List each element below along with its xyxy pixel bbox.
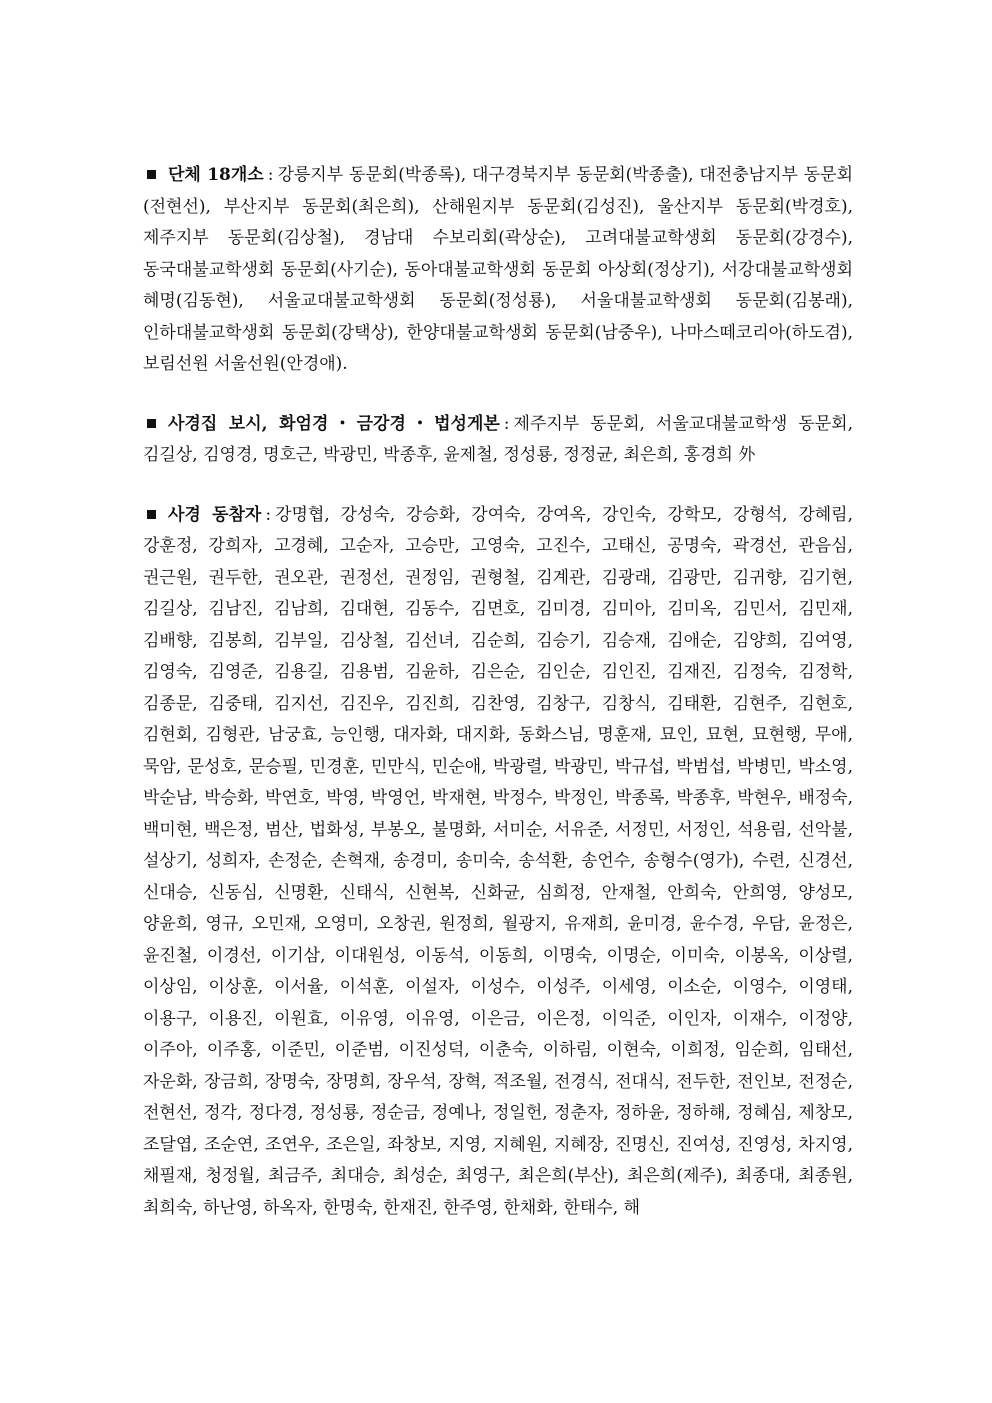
square-bullet-icon: [147, 510, 156, 519]
section-heading: 사경집 보시, 화엄경・금강경・법성게본: [168, 413, 500, 434]
section-organizations: [143, 160, 853, 381]
section-heading: 단체 18개소: [168, 165, 264, 185]
section-body: 강명협, 강성숙, 강승화, 강여숙, 강여옥, 강인숙, 강학모, 강형석, 강혜림, 강훈정, 강희자, 고경혜, 고순자, 고승만, 고영숙, 고진수, 고태신, 공명숙, 곽경선, 관음심, 권근원, 권두한, 권오관, 권정선, 권정임, 권형철, 김계관, 김광래, 김광만, 김귀향, 김기현, 김길상, 김남진, 김남희, 김대현, 김동수, 김면호, 김미경, 김미아, 김미옥, 김민서, 김민재, 김배향, 김봉희, 김부일, 김상철, 김선녀, 김순희, 김승기, 김승재, 김애순, 김양희, 김여영, 김영숙, 김영준, 김용길, 김용범, 김윤하, 김은순, 김인순, 김인진, 김재진, 김정숙, 김정학, 김종문, 김중태, 김지선, 김진우, 김진희, 김찬영, 김창구, 김창식, 김태환, 김현주, 김현호, 김현회, 김형관, 남궁효, 능인행, 대자화, 대지화, 동화스님, 명훈재, 묘인, 묘현, 묘현행, 무애, 묵암, 문성호, 문승필, 민경훈, 민만식, 민순애, 박광렬, 박광민, 박규섭, 박범섭, 박병민, 박소영, 박순남, 박승화, 박연호, 박영, 박영언, 박재현, 박정수, 박정인, 박종록, 박종후, 박현우, 배정숙, 백미현, 백은정, 범산, 법화성, 부봉오, 불명화, 서미순, 서유준, 서정민, 서정인, 석용림, 선악불, 설상기, 성희자, 손정순, 손혁재, 송경미, 송미숙, 송석환, 송언수, 송형수(영가), 수련, 신경선, 신대승, 신동심, 신명환, 신태식, 신현복, 신화균, 심희정, 안재철, 안희숙, 안희영, 양성모, 양윤희, 영규, 오민재, 오영미, 오창권, 원정희, 월광지, 유재희, 윤미경, 윤수경, 우담, 윤정은, 윤진철, 이경선, 이기삼, 이대원성, 이동석, 이동희, 이명숙, 이명순, 이미숙, 이봉옥, 이상렬, 이상임, 이상훈, 이서율, 이석훈, 이설자, 이성수, 이성주, 이세영, 이소순, 이영수, 이영태, 이용구, 이용진, 이원효, 이유영, 이유영, 이은금, 이은정, 이익준, 이인자, 이재수, 이정양, 이주아, 이주홍, 이준민, 이준범, 이진성덕, 이춘숙, 이하림, 이현숙, 이희정, 임순희, 임태선, 자운화, 장금희, 장명숙, 장명희, 장우석, 장혁, 적조월, 전경식, 전대식, 전두한, 전인보, 전정순, 전현선, 정각, 정다경, 정성룡, 정순금, 정예나, 정일헌, 정춘자, 정하윤, 정하해, 정혜심, 제창모, 조달엽, 조순연, 조연우, 조은일, 좌창보, 지영, 지혜원, 지혜장, 진명신, 진여성, 진영성, 차지영, 채필재, 청정월, 최금주, 최대승, 최성순, 최영구, 최은희(부산), 최은희(제주), 최종대, 최종원, 최희숙, 하난영, 하옥자, 한명숙, 한재진, 한주영, 한채화, 한태수, 해: [143, 504, 853, 1218]
section-heading: 사경 동참자: [168, 504, 262, 525]
square-bullet-icon: [147, 170, 156, 179]
section-body: 제주지부 동문회, 서울교대불교학생 동문회, 김길상, 김영경, 명호근, 박광민, 박종후, 윤제철, 정성룡, 정정균, 최은희, 홍경희 外: [143, 413, 853, 465]
separator: :: [265, 504, 272, 525]
separator: :: [503, 413, 510, 434]
section-sutra-donation: [143, 409, 853, 472]
separator: :: [267, 165, 274, 185]
document-page: [143, 160, 853, 1224]
section-participants: [143, 500, 853, 1225]
section-body: 강릉지부 동문회(박종록), 대구경북지부 동문회(박종출), 대전충남지부 동문회(전현선), 부산지부 동문회(최은희), 산해원지부 동문회(김성진), 울산지부 동문회(박경호), 제주지부 동문회(김상철), 경남대 수보리회(곽상순), 고려대불교학생회 동문회(강경수), 동국대불교학생회 동문회(사기순), 동아대불교학생회 동문회 아상회(정상기), 서강대불교학생회 혜명(김동현), 서울교대불교학생회 동문회(정성룡), 서울대불교학생회 동문회(김봉래), 인하대불교학생회 동문회(강택상), 한양대불교학생회 동문회(남중우), 나마스떼코리아(하도겸), 보림선원 서울선원(안경애).: [143, 165, 854, 374]
square-bullet-icon: [147, 419, 156, 428]
